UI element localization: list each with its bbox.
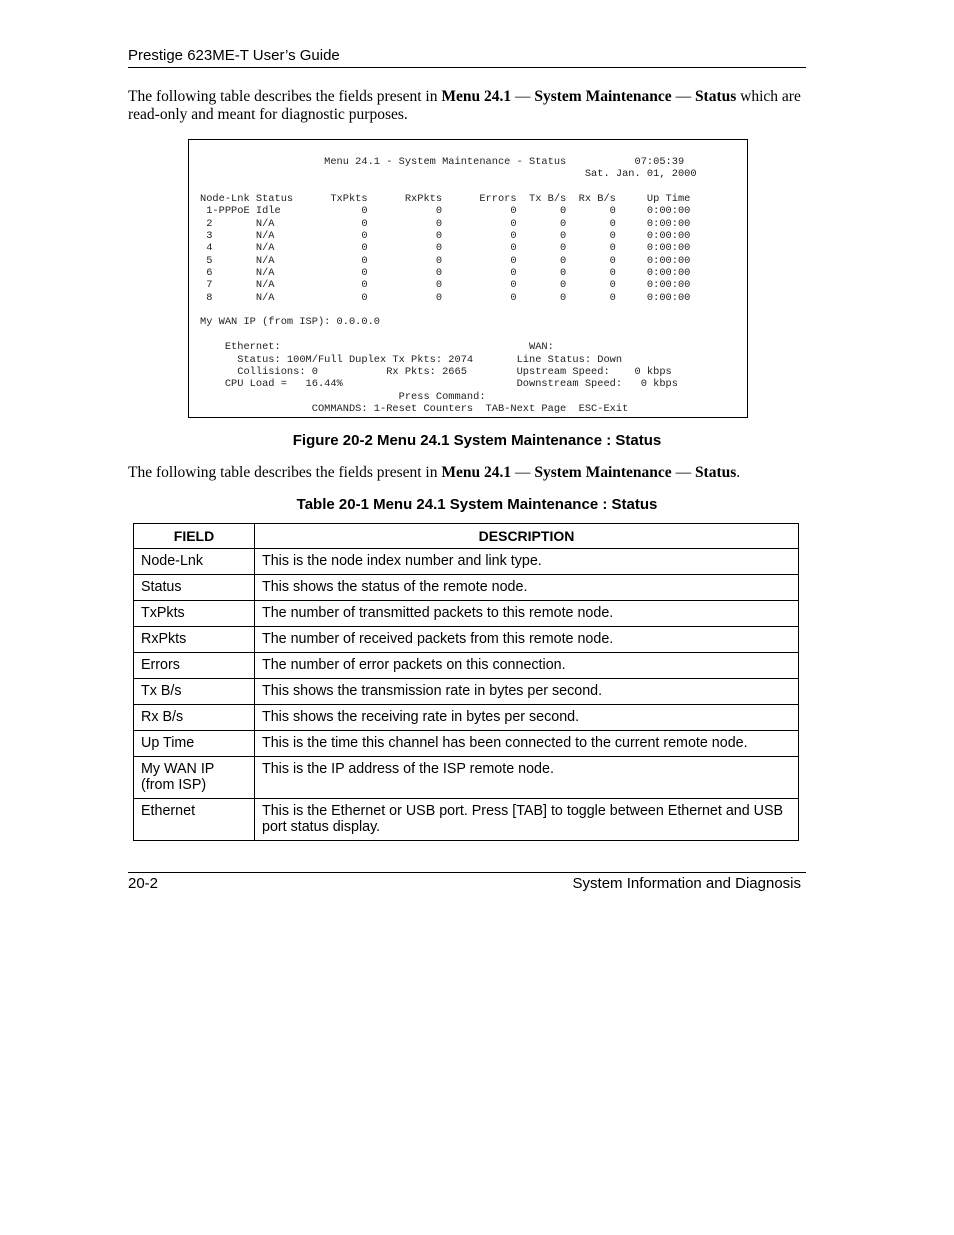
running-header: Prestige 623ME-T User’s Guide (128, 47, 806, 68)
terminal-line: 5 N/A 0 0 0 0 0 0:00:00 (200, 254, 691, 267)
table-row (134, 575, 799, 601)
description-column-header: DESCRIPTION (255, 524, 799, 549)
intro2-text-pre: The following table describes the fields present in (128, 464, 442, 481)
terminal-line: 1-PPPoE Idle 0 0 0 0 0 0:00:00 (200, 205, 691, 218)
description-cell: This shows the status of the remote node. (255, 575, 799, 601)
intro2-menu-ref: Menu 24.1 (441, 464, 512, 481)
table-row (134, 757, 799, 799)
table-header-row (134, 524, 799, 549)
intro2-dash: — (511, 464, 535, 481)
intro-sysmaint-ref: System Maintenance (534, 88, 672, 105)
terminal-line: Collisions: 0 Rx Pkts: 2665 Upstream Speed: 0 kbps (200, 365, 672, 378)
field-cell: My WAN IP (from ISP) (134, 757, 255, 799)
intro-paragraph (128, 88, 808, 124)
terminal-line: 8 N/A 0 0 0 0 0 0:00:00 (200, 291, 691, 304)
chapter-title: System Information and Diagnosis (572, 875, 801, 892)
description-cell: The number of error packets on this connection. (255, 653, 799, 679)
intro2-dash: — (671, 464, 695, 481)
terminal-line: 3 N/A 0 0 0 0 0 0:00:00 (200, 230, 691, 243)
intro-dash: — (671, 88, 695, 105)
description-cell: This shows the receiving rate in bytes per second. (255, 705, 799, 731)
intro-dash: — (511, 88, 535, 105)
terminal-screen-figure (188, 139, 748, 418)
field-cell: Ethernet (134, 799, 255, 841)
description-cell: The number of transmitted packets to this remote node. (255, 601, 799, 627)
field-cell: TxPkts (134, 601, 255, 627)
terminal-line: Status: 100M/Full Duplex Tx Pkts: 2074 Line Status: Down (200, 353, 623, 366)
intro-text-pre: The following table describes the fields present in (128, 88, 442, 105)
table-row (134, 549, 799, 575)
fields-table (133, 523, 799, 841)
footer-rule (128, 872, 806, 873)
intro2-status-ref: Status (694, 464, 737, 481)
terminal-line: 4 N/A 0 0 0 0 0 0:00:00 (200, 242, 691, 255)
table-row (134, 601, 799, 627)
terminal-line: Sat. Jan. 01, 2000 (200, 168, 697, 181)
terminal-line: Press Command: (200, 390, 486, 403)
field-cell: Status (134, 575, 255, 601)
terminal-line: 7 N/A 0 0 0 0 0 0:00:00 (200, 279, 691, 292)
table-caption: Table 20-1 Menu 24.1 System Maintenance : Status (296, 496, 658, 513)
intro2-text-post: . (736, 464, 741, 481)
terminal-line: CPU Load = 16.44% Downstream Speed: 0 kbps (200, 378, 678, 391)
field-column-header: FIELD (134, 524, 255, 549)
field-cell: Node-Lnk (134, 549, 255, 575)
description-cell: This is the node index number and link type. (255, 549, 799, 575)
table-row (134, 799, 799, 841)
intro-menu-ref: Menu 24.1 (441, 88, 512, 105)
intro-text-post: which are read-only and meant for diagnostic purposes. (128, 88, 801, 123)
description-cell: This is the time this channel has been connected to the current remote node. (255, 731, 799, 757)
description-cell: This is the Ethernet or USB port. Press [TAB] to toggle between Ethernet and USB port status display. (255, 799, 799, 841)
page-number: 20-2 (128, 875, 159, 892)
figure-caption: Figure 20-2 Menu 24.1 System Maintenance : Status (292, 432, 662, 449)
terminal-screen-text (200, 156, 697, 415)
table-row (134, 731, 799, 757)
terminal-line: My WAN IP (from ISP): 0.0.0.0 (200, 316, 381, 329)
terminal-line: Menu 24.1 - System Maintenance - Status 07:05:39 (200, 156, 685, 168)
intro2-sysmaint-ref: System Maintenance (534, 464, 672, 481)
intro-paragraph-2 (128, 464, 808, 482)
terminal-line: Ethernet: WAN: (200, 341, 554, 354)
field-cell: Up Time (134, 731, 255, 757)
description-cell: This is the IP address of the ISP remote node. (255, 757, 799, 799)
field-cell: Tx B/s (134, 679, 255, 705)
table-row (134, 705, 799, 731)
intro-status-ref: Status (694, 88, 737, 105)
terminal-line: 6 N/A 0 0 0 0 0 0:00:00 (200, 267, 691, 280)
description-cell: The number of received packets from this remote node. (255, 627, 799, 653)
table-row (134, 679, 799, 705)
field-cell: Rx B/s (134, 705, 255, 731)
terminal-line: Node-Lnk Status TxPkts RxPkts Errors Tx B/s Rx B/s Up Time (200, 193, 691, 206)
terminal-line: COMMANDS: 1-Reset Counters TAB-Next Page ESC-Exit (200, 402, 629, 415)
table-row (134, 627, 799, 653)
terminal-line: 2 N/A 0 0 0 0 0 0:00:00 (200, 217, 691, 230)
table-row (134, 653, 799, 679)
field-cell: RxPkts (134, 627, 255, 653)
field-cell: Errors (134, 653, 255, 679)
description-cell: This shows the transmission rate in bytes per second. (255, 679, 799, 705)
